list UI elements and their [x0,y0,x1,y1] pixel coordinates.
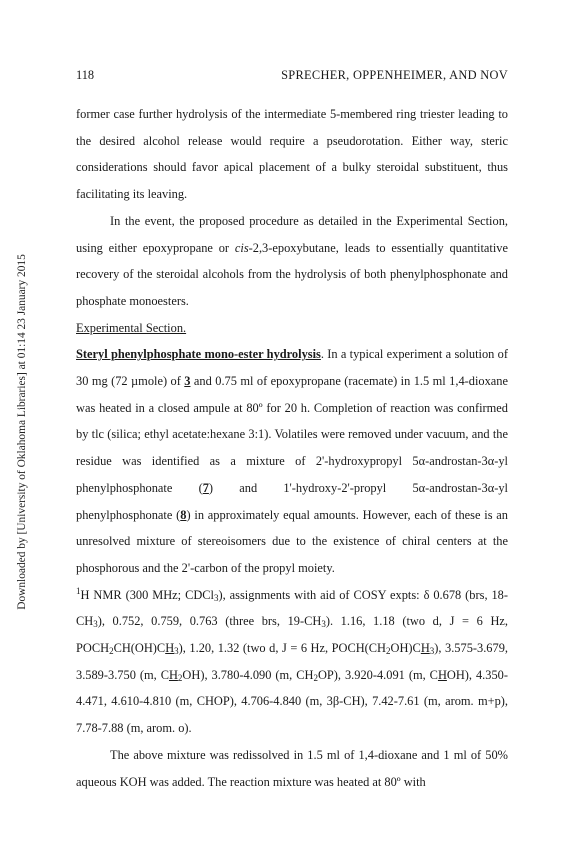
paragraph-2-text-a: In the event, the proposed procedure as detailed in the Experimental Section, using either epoxypropane or [76,213,508,255]
nmr-text-7: OH)C [390,641,421,656]
nmr-text-6: ), 1.20, 1.32 (two d, J = 6 Hz, POCH(CH [178,641,387,656]
nmr-sub: 3 [321,619,326,630]
nmr-underlined-h: H [437,667,447,682]
paragraph-3-text-1: . In a typical experiment a solution of 30 mg (72 µmole) of [76,347,508,389]
paragraph-2 [76,208,508,315]
nmr-sub: 3 [174,646,179,657]
compound-7-ref: 7 [202,480,209,495]
experimental-heading-text: Experimental Section. [76,320,187,335]
nmr-underlined-h: H [165,641,175,656]
nmr-text-8: ), 3.575-3.679, 3.589-3.750 (m, C [76,641,508,682]
download-notice: Downloaded by [University of Oklahoma Libraries] at 01:14 23 January 2015 [16,254,28,610]
nmr-sub: 3 [93,619,98,630]
nmr-underlined-h: H [168,667,178,682]
nmr-sub: 3 [214,592,219,603]
nmr-sub: 2 [386,646,391,657]
nmr-text-10: OP), 3.920-4.091 (m, C [317,667,438,682]
nmr-text-1: H NMR (300 MHz; CDCl [80,587,214,602]
page-number: 118 [76,68,95,82]
nmr-data [76,582,508,742]
experimental-heading [76,315,508,342]
procedure-heading: Steryl phenylphosphate mono-ester hydrolysis [76,347,321,362]
compound-8-ref: 8 [180,507,187,522]
page-body [76,101,508,795]
nmr-text-3: ), 0.752, 0.759, 0.763 (three brs, 19-CH [97,614,322,629]
cis-italic: cis [234,240,249,255]
nmr-text-4: ). 1.16, 1.18 (two d, J = 6 Hz, POCH [76,614,508,656]
paragraph-3-text-3: ) and 1'-hydroxy-2'-propyl 5α-androstan-3α-yl phenylphosphonate ( [76,480,508,522]
nmr-text-2: ), assignments with aid of COSY expts: δ 0.678 (brs, 18-CH [76,587,509,629]
compound-3-ref: 3 [184,374,191,389]
nmr-text-5: CH(OH)C [113,641,166,656]
paragraph-1: former case further hydrolysis of the intermediate 5-membered ring triester leading to the desired alcohol release would require a pseudorotation. Either way, steric considerations should favor apical placement of a bulky steroidal substituent, thus facilitating its leaving. [76,107,508,202]
paragraph-3-text-2: and 0.75 ml of epoxypropane (racemate) in 1.5 ml 1,4-dioxane was heated in a closed ampule at 80º for 20 h. Completion of reaction was confirmed by tlc (silica; ethyl acetate:hexane 3:1). Volatiles were removed under vacuum, and the residue was identified as a mixture of 2'-hydroxypropyl 5α-androstan-3α-yl phenylphosphonate ( [76,374,508,495]
nmr-sub: 2 [177,672,183,683]
paragraph-3-text-4: ) in approximately equal amounts. However, each of these is an unresolved mixture of stereoisomers due to the existence of chiral centers at the phosphorous and the 2'-carbon of the propyl moiety. [76,507,508,575]
nmr-sup: 1 [76,585,81,596]
nmr-text-9: OH), 3.780-4.090 (m, CH [182,667,314,682]
paragraph-2-text-b: -2,3-epoxybutane, leads to essentially quantitative recovery of the steroidal alcohols from the hydrolysis of both phenylphosphonate and phosphate monoesters. [76,240,508,308]
nmr-text-11: OH), 4.350-4.471, 4.610-4.810 (m, CHOP), 4.706-4.840 (m, 3β-CH), 7.42-7.61 (m, arom. m+p), 7.78-7.88 (m, arom. o). [76,667,508,736]
nmr-sub: 3 [429,646,435,657]
nmr-sub: 2 [313,672,318,683]
nmr-sub: 2 [109,646,114,657]
running-title: SPRECHER, OPPENHEIMER, AND NOV [281,68,508,82]
paragraph-5: The above mixture was redissolved in 1.5 ml of 1,4-dioxane and 1 ml of 50% aqueous KOH was added. The reaction mixture was heated at 80º with [76,747,508,789]
paragraph-3 [76,341,508,581]
nmr-underlined-h: H [420,641,430,656]
